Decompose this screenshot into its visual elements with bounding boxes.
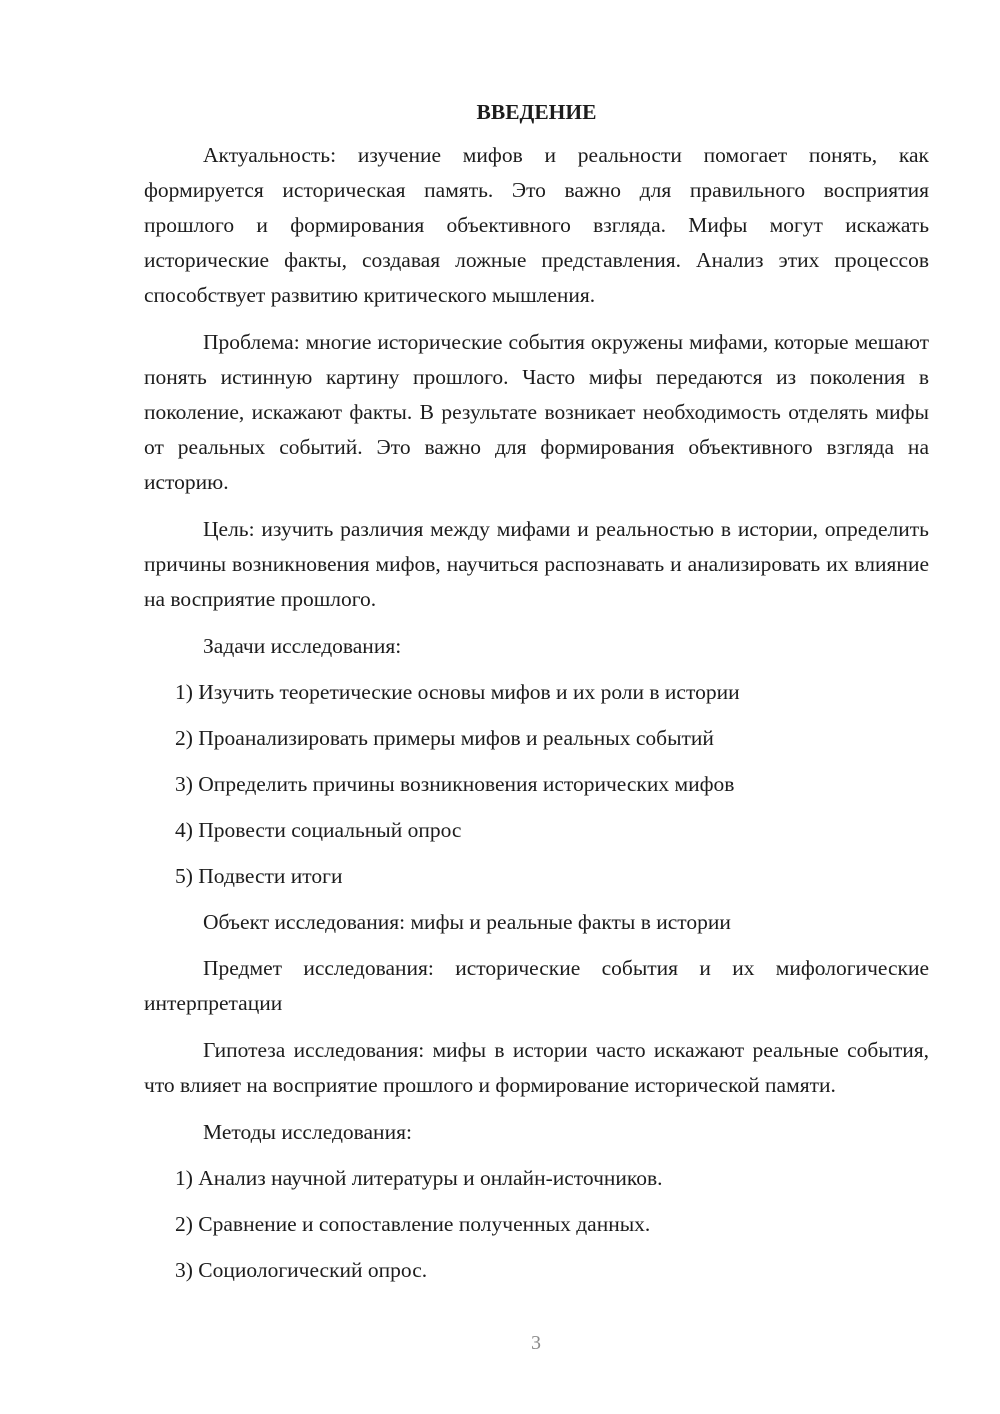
task-item-4: 4) Провести социальный опрос	[175, 818, 462, 842]
subject-paragraph: Предмет исследования: исторические события и их мифологические интерпретации	[144, 956, 929, 1015]
page-number: 3	[531, 1332, 541, 1354]
tasks-list	[144, 675, 929, 894]
hypothesis-paragraph: Гипотеза исследования: мифы в истории часто искажают реальные события, что влияет на восприятие прошлого и формирование исторической памяти.	[144, 1038, 929, 1097]
object-line: Объект исследования: мифы и реальные факты в истории	[203, 910, 731, 934]
method-item-2: 2) Сравнение и сопоставление полученных данных.	[175, 1212, 651, 1236]
problem-paragraph: Проблема: многие исторические события окружены мифами, которые мешают понять истинную картину прошлого. Часто мифы передаются из поколения в поколение, искажают факты. В результате возникает необходимость отделять мифы от реальных событий. Это важно для формирования объективного взгляда на историю.	[144, 330, 929, 494]
task-item-1: 1) Изучить теоретические основы мифов и их роли в истории	[175, 680, 740, 704]
goal-paragraph: Цель: изучить различия между мифами и реальностью в истории, определить причины возникновения мифов, научиться распознавать и анализировать их влияние на восприятие прошлого.	[144, 517, 929, 611]
tasks-heading: Задачи исследования:	[203, 634, 402, 658]
section-title: ВВЕДЕНИЕ	[476, 100, 597, 124]
method-item-3: 3) Социологический опрос.	[175, 1258, 428, 1282]
task-item-5: 5) Подвести итоги	[175, 864, 343, 888]
methods-list	[144, 1161, 929, 1288]
document-body	[144, 95, 929, 1299]
method-item-1: 1) Анализ научной литературы и онлайн-источников.	[175, 1166, 663, 1190]
task-item-3: 3) Определить причины возникновения исторических мифов	[175, 772, 735, 796]
relevance-paragraph: Актуальность: изучение мифов и реальности помогает понять, как формируется историческая память. Это важно для правильного восприятия прошлого и формирования объективного взгляда. Мифы могут искажать исторические факты, создавая ложные представления. Анализ этих процессов способствует развитию критического мышления.	[144, 143, 929, 307]
task-item-2: 2) Проанализировать примеры мифов и реальных событий	[175, 726, 714, 750]
methods-heading: Методы исследования:	[203, 1120, 412, 1144]
